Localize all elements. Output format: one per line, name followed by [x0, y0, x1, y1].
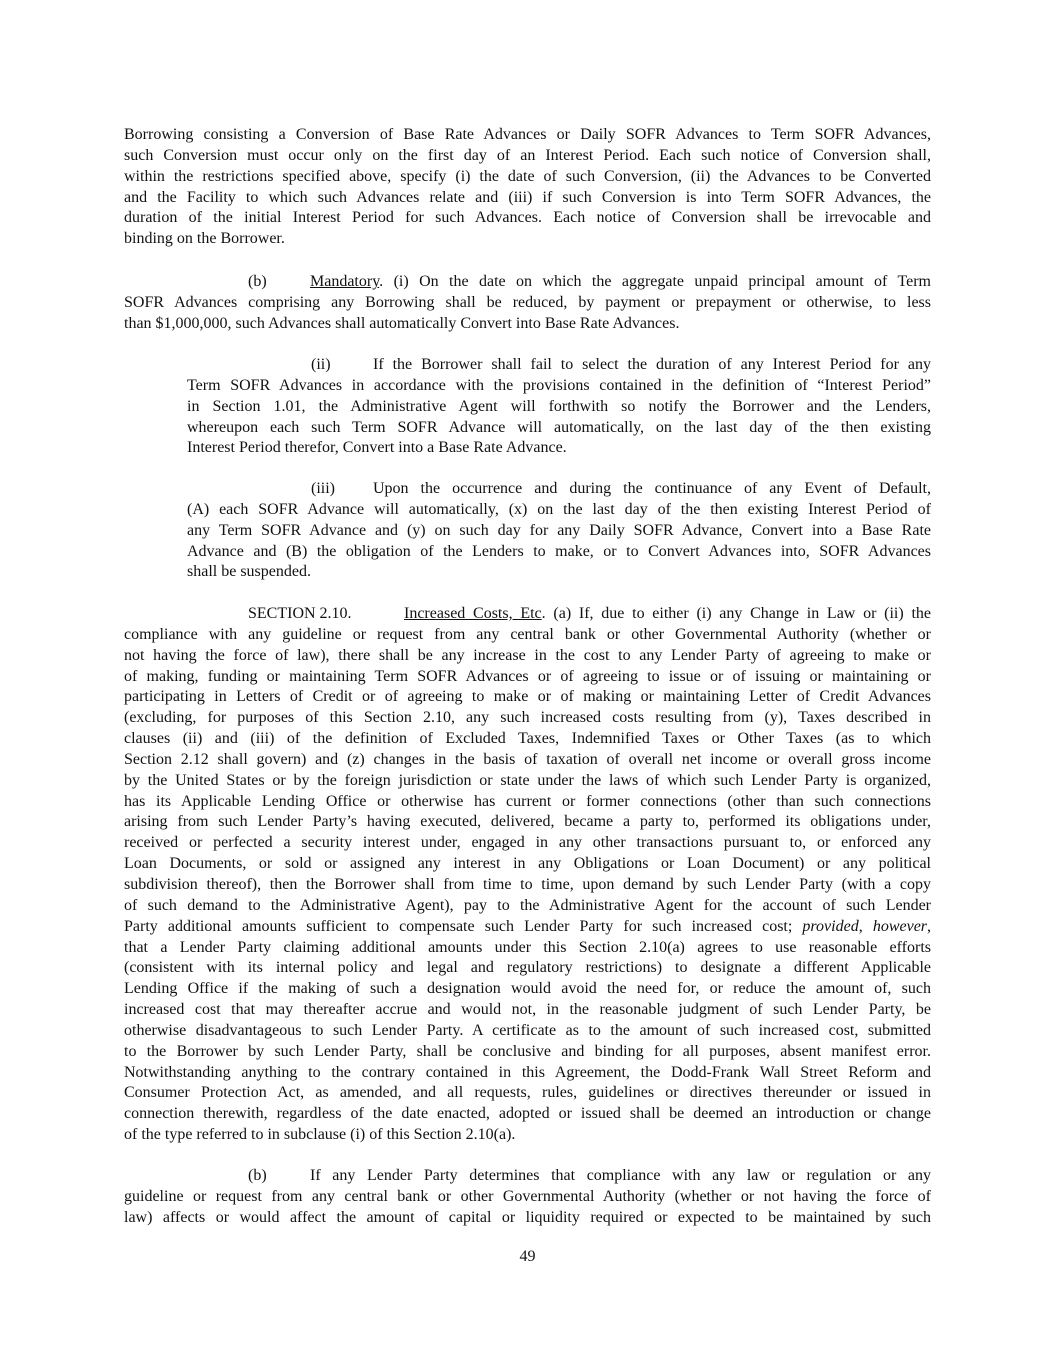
line-text: If any Lender Party determines that compliance with any law or regulation or any [310, 1167, 931, 1184]
text-line: Loan Documents, or sold or assigned any interest in any Obligations or Loan Document) or any political [124, 855, 931, 873]
text-line: of making, funding or maintaining Term SOFR Advances or of agreeing to issue or of issuing or maintaining or [124, 667, 931, 685]
line-text: . (i) On the date on which the aggregate unpaid principal amount of Term [379, 273, 931, 290]
text-line: arising from such Lender Party’s having executed, delivered, became a party to, performed its obligations under, [124, 813, 931, 831]
emphasis-text: however [872, 917, 928, 935]
text-line: Lending Office if the making of such a designation would avoid the need for, or reduce the amount of, such [124, 980, 931, 998]
text-line: binding on the Borrower. [124, 230, 285, 248]
text-line: that a Lender Party claiming additional amounts under this Section 2.10(a) agrees to use reasonable efforts [124, 938, 931, 956]
text-line: received or perfected a security interest under, engaged in any other transactions pursuant to, or enforced any [124, 834, 931, 852]
text-line: any Term SOFR Advance and (y) on such day for any Daily SOFR Advance, Convert into a Base Rate [187, 521, 931, 539]
text-line: of the type referred to in subclause (i) of this Section 2.10(a). [124, 1126, 516, 1144]
text-line: otherwise disadvantageous to such Lender Party. A certificate as to the amount of such increased cost, submitted [124, 1021, 931, 1039]
paragraph [124, 272, 931, 335]
text-line: duration of the initial Interest Period for such Advances. Each notice of Conversion shall be irrevocable and [124, 209, 931, 227]
text-line: in Section 1.01, the Administrative Agent will forthwith so notify the Borrower and the Lenders, [187, 397, 931, 415]
text-line: law) affects or would affect the amount of capital or liquidity required or expected to be maintained by such [124, 1208, 931, 1226]
line-text: If the Borrower shall fail to select the duration of any Interest Period for any [373, 356, 931, 373]
text-line: (consistent with its internal policy and legal and regulatory restrictions) to designate a different Applicable [124, 959, 931, 977]
text-line: has its Applicable Lending Office or otherwise has current or former connections (other than such connections [124, 792, 931, 810]
text-line: Borrowing consisting a Conversion of Base Rate Advances or Daily SOFR Advances to Term SOFR Advances, [124, 126, 931, 143]
text-line: (A) each SOFR Advance will automatically, (x) on the last day of the then existing Interest Period of [187, 500, 931, 518]
text-line: of such demand to the Administrative Agent), pay to the Administrative Agent for the account of such Lender [124, 896, 931, 914]
text-line: whereupon each such Term SOFR Advance will automatically, on the last day of the then existing [187, 418, 931, 436]
text-line: clauses (ii) and (iii) of the definition of Excluded Taxes, Indemnified Taxes or Other Taxes (as to which [124, 730, 931, 748]
paragraph-number: (iii) [311, 480, 335, 497]
text-line: to the Borrower by such Lender Party, shall be conclusive and binding for all purposes, absent manifest error. [124, 1042, 931, 1060]
text-line [124, 917, 931, 938]
text-line: compliance with any guideline or request from any central bank or other Governmental Authority (whether or [124, 625, 931, 643]
section-heading: Increased Costs, Etc [404, 605, 542, 622]
text-line: not having the force of law), there shall be any increase in the cost to any Lender Party of agreeing to make or [124, 646, 931, 664]
paragraph-number: (b) [248, 273, 267, 290]
paragraph-number: (b) [248, 1167, 267, 1184]
text-line: guideline or request from any central bank or other Governmental Authority (whether or not having the force of [124, 1187, 931, 1205]
text-line: participating in Letters of Credit or of agreeing to make or of making or maintaining Letter of Credit Advances [124, 688, 931, 706]
text-line [124, 1166, 931, 1187]
text-line: such Conversion must occur only on the first day of an Interest Period. Each such notice of Conversion shall, [124, 146, 931, 164]
text-line: by the United States or by the foreign jurisdiction or state under the laws of which such Lender Party is organized, [124, 771, 931, 789]
text-line: Interest Period therefor, Convert into a Base Rate Advance. [187, 439, 567, 457]
text-line: Advance and (B) the obligation of the Lenders to make, or to Convert Advances into, SOFR Advances [187, 542, 931, 560]
text-line: Notwithstanding anything to the contrary contained in this Agreement, the Dodd-Frank Wall Street Reform and [124, 1063, 931, 1081]
text-line: Section 2.12 shall govern) and (z) changes in the basis of taxation of overall net income or overall gross income [124, 750, 931, 768]
paragraph [124, 1166, 931, 1229]
paragraph [187, 355, 931, 459]
emphasis-text: provided [802, 917, 859, 935]
paragraph [124, 125, 931, 250]
text-line: and the Facility to which such Advances relate and (iii) if such Conversion is into Term SOFR Advances, the [124, 188, 931, 206]
paragraph [124, 604, 931, 1146]
text-line: Consumer Protection Act, as amended, and all requests, rules, guidelines or directives thereunder or issued in [124, 1084, 931, 1102]
section-heading: Mandatory [310, 273, 380, 290]
text-line [187, 479, 931, 500]
text-line: within the restrictions specified above, specify (i) the date of such Conversion, (ii) the Advances to be Converted [124, 167, 931, 185]
text-line: shall be suspended. [187, 563, 311, 581]
line-text: Upon the occurrence and during the continuance of any Event of Default, [373, 480, 931, 497]
line-text: , [927, 917, 932, 935]
text-line: than $1,000,000, such Advances shall automatically Convert into Base Rate Advances. [124, 314, 680, 332]
paragraph-number: (ii) [311, 356, 331, 373]
text-line: subdivision thereof), then the Borrower shall from time to time, upon demand by such Lender Party (with a copy [124, 875, 931, 893]
text-line: (excluding, for purposes of this Section 2.10, any such increased costs resulting from (y), Taxes described in [124, 709, 931, 727]
paragraph [187, 479, 931, 583]
paragraph-number: SECTION 2.10. [248, 605, 352, 622]
text-line [124, 604, 931, 625]
text-line: Term SOFR Advances in accordance with the provisions contained in the definition of “Interest Period” [187, 376, 931, 394]
text-line [187, 355, 931, 376]
line-text: , [858, 917, 873, 935]
text-line: connection therewith, regardless of the date enacted, adopted or issued shall be deemed an introduction or change [124, 1105, 931, 1123]
line-text: Party additional amounts sufficient to compensate such Lender Party for such increased cost; [124, 917, 803, 935]
text-line: SOFR Advances comprising any Borrowing shall be reduced, by payment or prepayment or otherwise, to less [124, 293, 931, 311]
line-text: . (a) If, due to either (i) any Change in Law or (ii) the [541, 605, 931, 622]
text-line: increased cost that may thereafter accrue and would not, in the reasonable judgment of such Lender Party, be [124, 1001, 931, 1019]
page-number: 49 [519, 1248, 536, 1265]
text-line [124, 272, 931, 293]
